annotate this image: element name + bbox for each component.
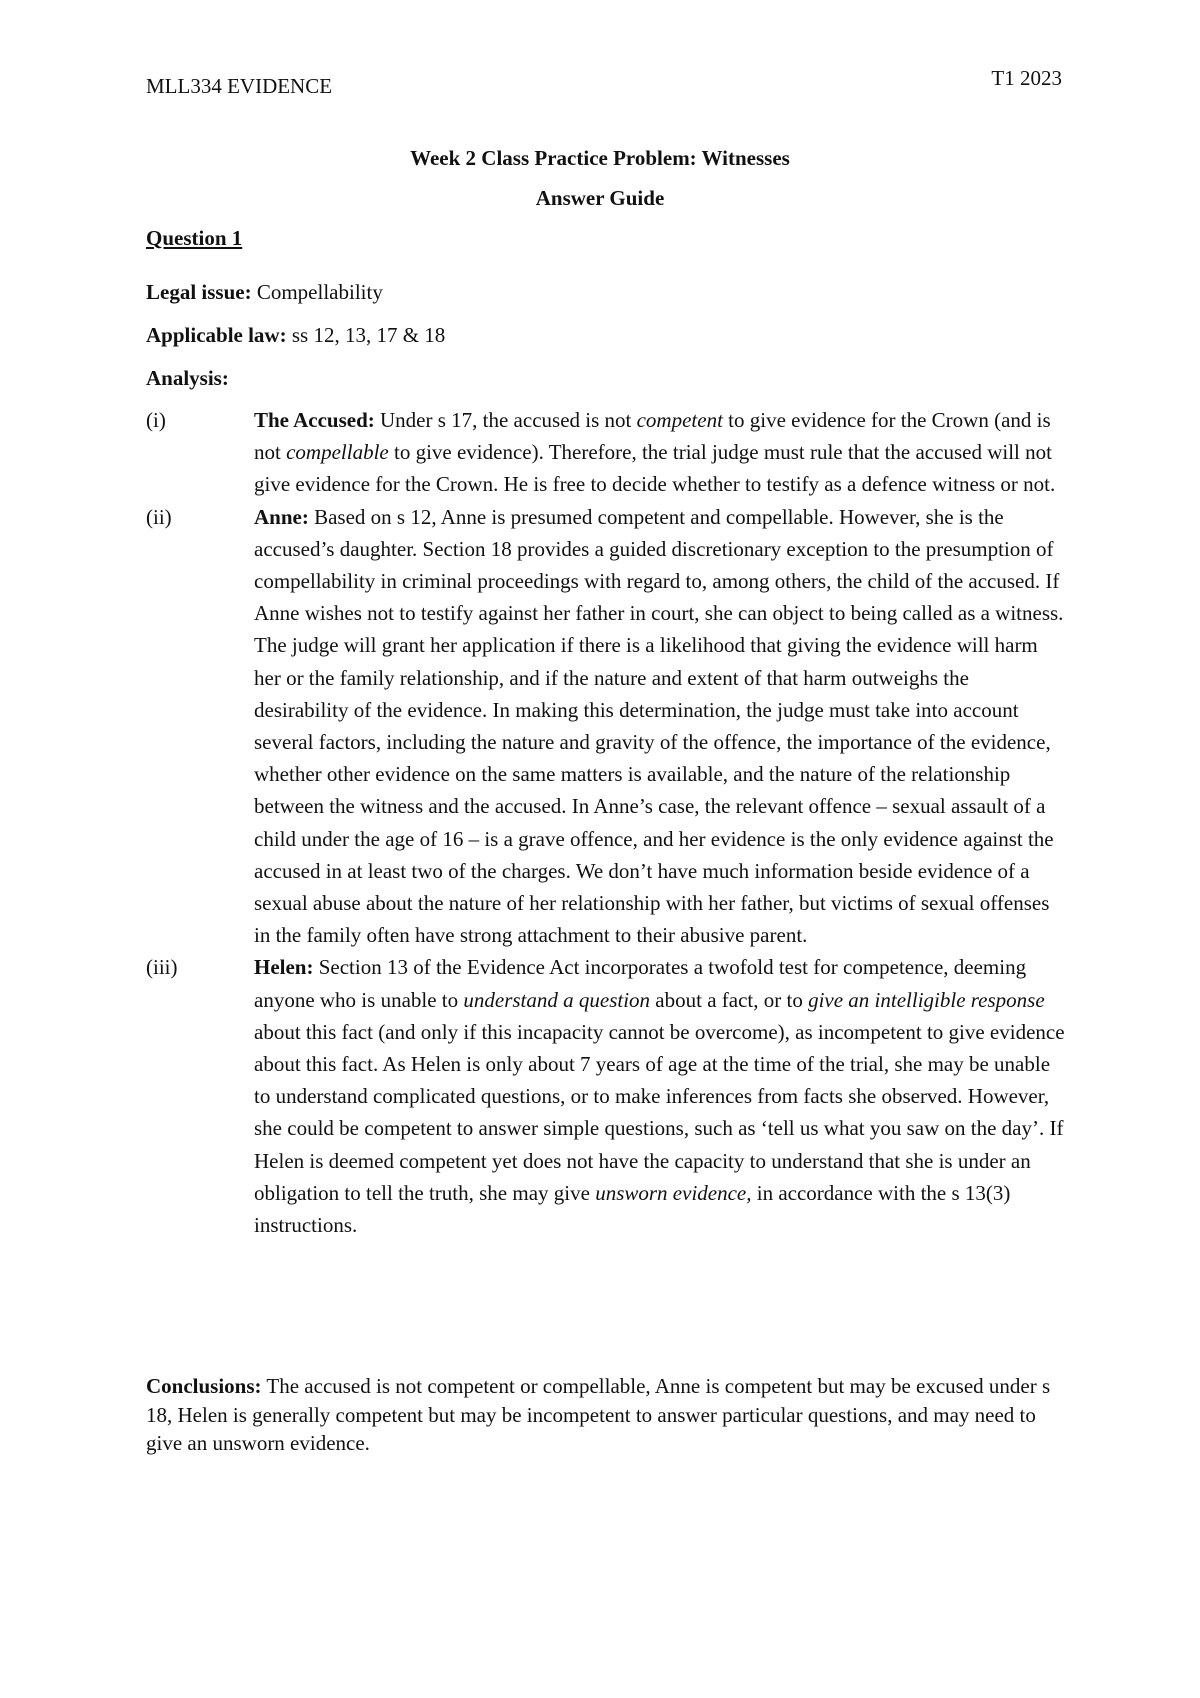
analysis-list [146, 404, 1066, 1241]
item-body [254, 951, 1066, 1241]
conclusions [146, 1372, 1066, 1458]
analysis-item-accused [146, 404, 1066, 501]
question-heading: Question 1 [146, 226, 243, 250]
item-emphasis: competent [636, 408, 723, 432]
analysis-heading [146, 366, 229, 391]
item-emphasis: compellable [286, 440, 389, 465]
item-label: The Accused: [254, 408, 375, 432]
item-emphasis: unsworn evidence, [595, 1180, 752, 1205]
analysis-label: Analysis: [146, 366, 229, 390]
legal-issue-label: Legal issue: [146, 280, 252, 304]
conclusions-label: Conclusions: [146, 1374, 262, 1398]
term-label: T1 2023 [991, 66, 1062, 90]
item-text: Based on s 12, Anne is presumed competent and compellable. However, she is the accused’s daughter. Section 18 provides a guided discretionary exception to the presumption of compellability in criminal proceedings with regard to, among others, the child of the accused. If Anne wishes not to testify against her father in court, she can object to being called as a witness. The judge will grant her application if there is a likelihood that giving the evidence will harm her or the family relationship, and if the nature and extent of that harm outweighs the desirability of the evidence. In making this determination, the judge must take into account several factors, including the nature and gravity of the offence, the importance of the evidence, whether other evidence on the same matters is available, and the nature of the relationship between the witness and the accused. In Anne’s case, the relevant offence – sexual assault of a child under the age of 16 – is a grave offence, and her evidence is the only evidence against the accused in at least two of the charges. We don’t have much information beside evidence of a sexual abuse about the nature of her relationship with her father, but victims of sexual offenses in the family often have strong attachment to their abusive parent. [254, 504, 1064, 948]
document-subtitle: Answer Guide [535, 186, 665, 210]
analysis-item-anne [146, 501, 1066, 952]
item-body [254, 501, 1066, 952]
item-text: about this fact (and only if this incapacity cannot be overcome), as incompetent to give evidence about this fact. As Helen is only about 7 years of age at the time of the trial, she may be unable to understand complicated questions, or to make inferences from facts she observed. However, she could be competent to answer simple questions, such as ‘tell us what you saw on the day’. If Helen is deemed competent yet does not have the capacity to understand that she is under an obligation to tell the truth, she may give [254, 1019, 1065, 1205]
item-text: in accordance with the s 13(3) instructions. [254, 1180, 1011, 1238]
item-emphasis: understand a question [463, 987, 651, 1012]
item-body [254, 404, 1066, 501]
applicable-law-label: Applicable law: [146, 323, 287, 347]
item-label: Anne: [254, 504, 309, 529]
item-label: Helen: [254, 955, 314, 980]
item-text: Under s 17, the accused is not [374, 408, 637, 432]
item-text: to give evidence). Therefore, the trial judge must rule that the accused will not give evidence for the Crown. He is free to decide whether to testify as a defence witness or not. [254, 440, 1056, 497]
applicable-law-value: ss 12, 13, 17 & 18 [291, 323, 446, 347]
conclusions-text: The accused is not competent or compellable, Anne is competent but may be excused under s 18, Helen is generally competent but may be incompetent to answer particular questions, and may need to give an unsworn evidence. [146, 1374, 1051, 1456]
applicable-law [146, 323, 445, 348]
item-text: to give evidence for the Crown (and is not [254, 408, 1051, 465]
legal-issue-value: Compellability [256, 280, 383, 304]
item-text: Section 13 of the Evidence Act incorporates a twofold test for competence, deeming anyone who is unable to [254, 955, 1027, 1012]
analysis-item-helen [146, 951, 1066, 1241]
document-title: Week 2 Class Practice Problem: Witnesses [410, 146, 790, 170]
item-text: about a fact, or to [650, 987, 809, 1012]
legal-issue [146, 280, 383, 305]
item-number: (iii) [146, 955, 178, 980]
course-code: MLL334 EVIDENCE [146, 74, 333, 98]
item-number: (i) [146, 408, 166, 432]
item-emphasis: give an intelligible response [808, 987, 1045, 1012]
item-number: (ii) [146, 504, 172, 529]
